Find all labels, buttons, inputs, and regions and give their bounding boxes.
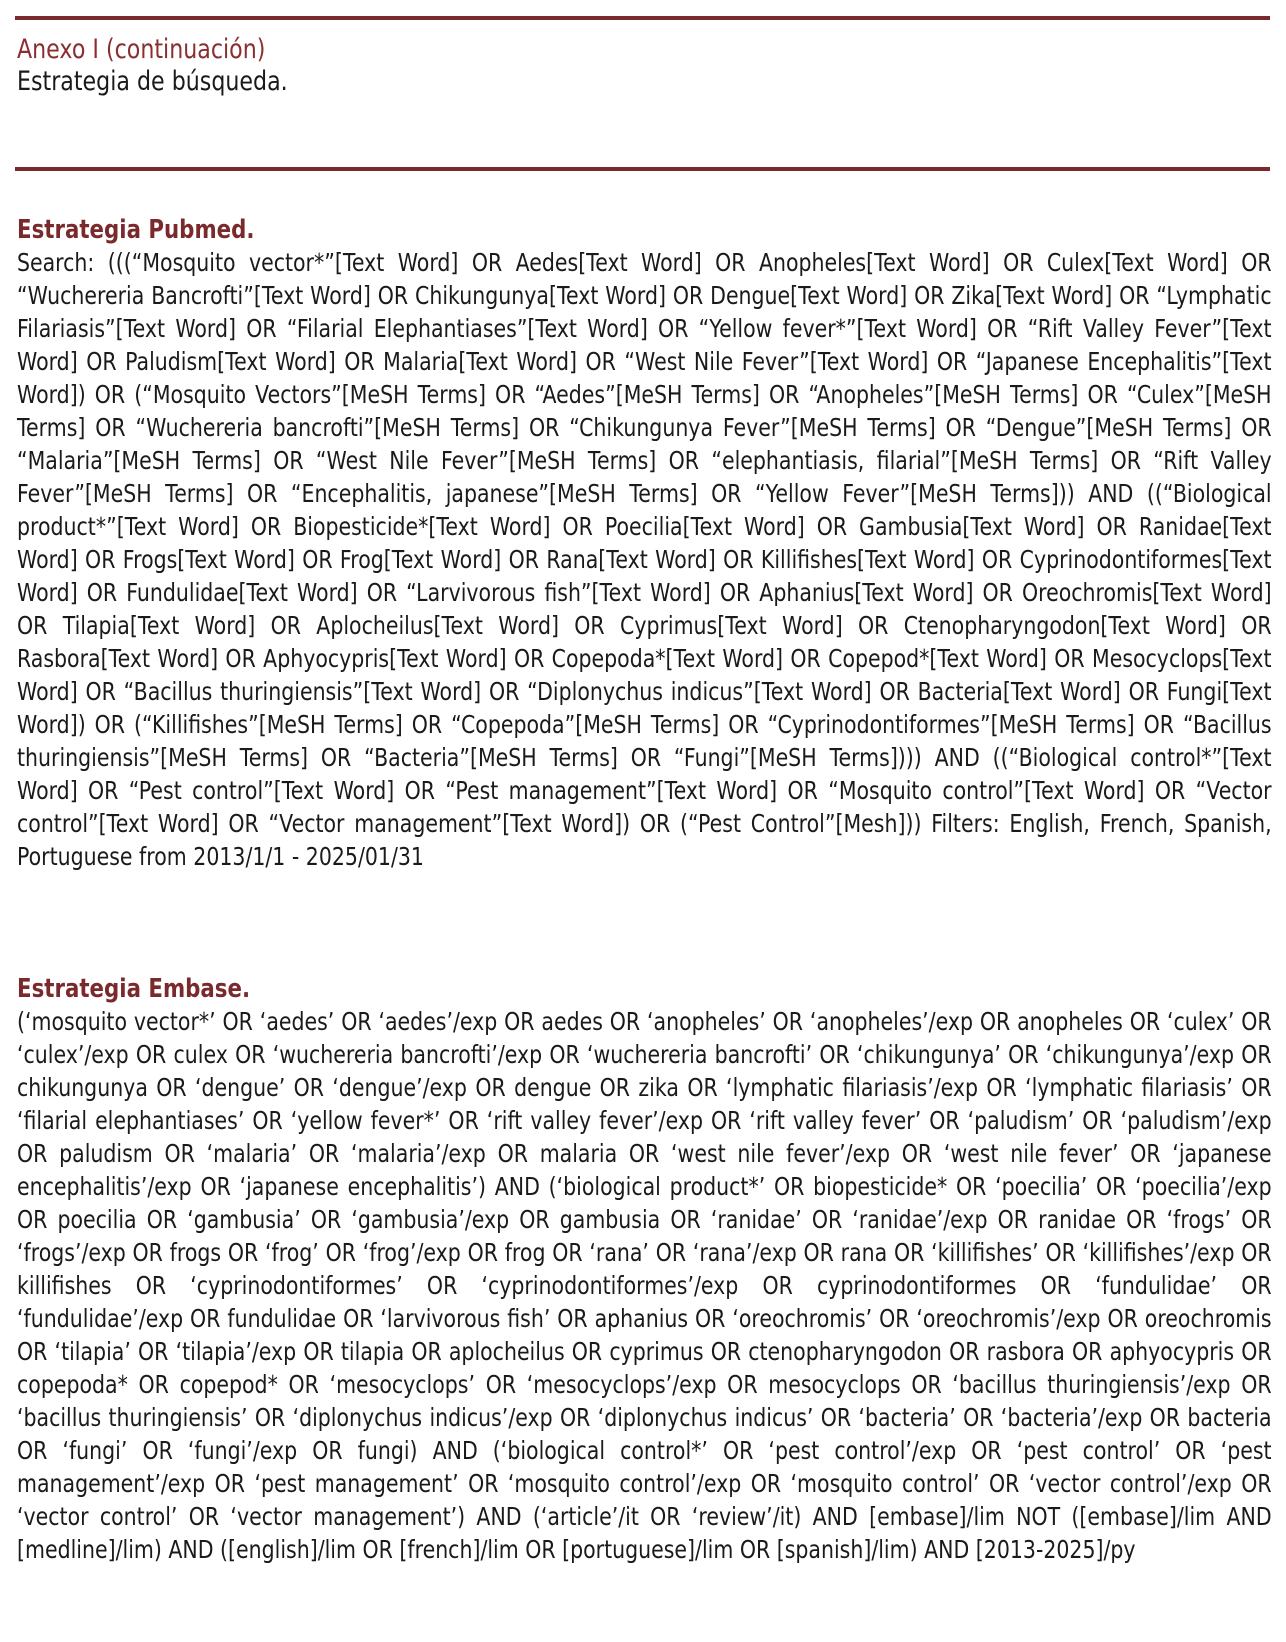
document-subtitle: Estrategia de búsqueda. xyxy=(17,66,288,97)
document-header xyxy=(17,34,1267,98)
header-bottom-rule xyxy=(15,167,1270,171)
embase-heading: Estrategia Embase. xyxy=(17,974,251,1004)
annex-label: Anexo I (continuación) xyxy=(17,34,266,65)
embase-section xyxy=(17,973,1271,1566)
embase-search-string: (‘mosquito vector*’ OR ‘aedes’ OR ‘aedes’/exp OR aedes OR ‘anopheles’ OR ‘anopheles’/exp OR anopheles OR ‘culex’ OR ‘culex’/exp OR culex OR ‘wuchereria bancrofti’/exp OR ‘wuchereria bancrofti’ OR ‘chikungunya’ OR ‘chikungunya’/exp OR chikungunya OR ‘dengue’ OR ‘dengue’/exp OR dengue OR zika OR ‘lymphatic filariasis’/exp OR ‘lymphatic filariasis’ OR ‘filarial elephantiases’ OR ‘yellow fever*’ OR ‘rift valley fever’/exp OR ‘rift valley fever’ OR ‘paludism’ OR ‘paludism’/exp OR paludism OR ‘malaria’ OR ‘malaria’/exp OR malaria OR ‘west nile fever’/exp OR ‘west nile fever’ OR ‘japanese encephalitis’/exp OR ‘japanese encephalitis’) AND (‘biological product*’ OR biopesticide* OR ‘poecilia’ OR ‘poecilia’/exp OR poecilia OR ‘gambusia’ OR ‘gambusia’/exp OR gambusia OR ‘ranidae’ OR ‘ranidae’/exp OR ranidae OR ‘frogs’ OR ‘frogs’/exp OR frogs OR ‘frog’ OR ‘frog’/exp OR frog OR ‘rana’ OR ‘rana’/exp OR rana OR ‘killifishes’ OR ‘killifishes’/exp OR killifishes OR ‘cyprinodontiformes’ OR ‘cyprinodontiformes’/exp OR cyprinodontiformes OR ‘fundulidae’ OR ‘fundulidae’/exp OR fundulidae OR ‘larvivorous fish’ OR aphanius OR ‘oreochromis’ OR ‘oreochromis’/exp OR oreochromis OR ‘tilapia’ OR ‘tilapia’/exp OR tilapia OR aplocheilus OR cyprimus OR ctenopharyngodon OR rasbora OR aphyocypris OR copepoda* OR copepod* OR ‘mesocyclops’ OR ‘mesocyclops’/exp OR mesocyclops OR ‘bacillus thuringiensis’/exp OR ‘bacillus thuringiensis’ OR ‘diplonychus indicus’/exp OR ‘diplonychus indicus’ OR ‘bacteria’ OR ‘bacteria’/exp OR bacteria OR ‘fungi’ OR ‘fungi’/exp OR fungi) AND (‘biological control*’ OR ‘pest control’/exp OR ‘pest control’ OR ‘pest management’/exp OR ‘pest management’ OR ‘mosquito control’/exp OR ‘mosquito control’ OR ‘vector control’/exp OR ‘vector control’ OR ‘vector management’) AND (‘article’/it OR ‘review’/it) AND [embase]/lim NOT ([embase]/lim AND [medline]/lim) AND ([english]/lim OR [french]/lim OR [portuguese]/lim OR [spanish]/lim) AND [2013-2025]/py xyxy=(17,1007,1272,1564)
pubmed-section xyxy=(17,214,1271,873)
pubmed-search-string: Search: (((“Mosquito vector*”[Text Word] OR Aedes[Text Word] OR Anopheles[Text Word] OR Culex[Text Word] OR “Wuchereria Bancrofti”[Text Word] OR Chikungunya[Text Word] OR Dengue[Text Word] OR Zika[Text Word] OR “Lymphatic Filariasis”[Text Word] OR “Filarial Elephantiases”[Text Word] OR “Yellow fever*”[Text Word] OR “Rift Valley Fever”[Text Word] OR Paludism[Text Word] OR Malaria[Text Word] OR “West Nile Fever”[Text Word] OR “Japanese Encephalitis”[Text Word]) OR (“Mosquito Vectors”[MeSH Terms] OR “Aedes”[MeSH Terms] OR “Anopheles”[MeSH Terms] OR “Culex”[MeSH Terms] OR “Wuchereria bancrofti”[MeSH Terms] OR “Chikungunya Fever”[MeSH Terms] OR “Dengue”[MeSH Terms] OR “Malaria”[MeSH Terms] OR “West Nile Fever”[MeSH Terms] OR “elephantiasis, filarial”[MeSH Terms] OR “Rift Valley Fever”[MeSH Terms] OR “Encephalitis, japanese”[MeSH Terms] OR “Yellow Fever”[MeSH Terms])) AND ((“Biological product*”[Text Word] OR Biopesticide*[Text Word] OR Poecilia[Text Word] OR Gambusia[Text Word] OR Ranidae[Text Word] OR Frogs[Text Word] OR Frog[Text Word] OR Rana[Text Word] OR Killifishes[Text Word] OR Cyprinodontiformes[Text Word] OR Fundulidae[Text Word] OR “Larvivorous fish”[Text Word] OR Aphanius[Text Word] OR Oreochromis[Text Word] OR Tilapia[Text Word] OR Aplocheilus[Text Word] OR Cyprimus[Text Word] OR Ctenopharyngodon[Text Word] OR Rasbora[Text Word] OR Aphyocypris[Text Word] OR Copepoda*[Text Word] OR Copepod*[Text Word] OR Mesocyclops[Text Word] OR “Bacillus thuringiensis”[Text Word] OR “Diplonychus indicus”[Text Word] OR Bacteria[Text Word] OR Fungi[Text Word]) OR (“Killifishes”[MeSH Terms] OR “Copepoda”[MeSH Terms] OR “Cyprinodontiformes”[MeSH Terms] OR “Bacillus thuringiensis”[MeSH Terms] OR “Bacteria”[MeSH Terms] OR “Fungi”[MeSH Terms]))) AND ((“Biological control*”[Text Word] OR “Pest control”[Text Word] OR “Pest management”[Text Word] OR “Mosquito control”[Text Word] OR “Vector control”[Text Word] OR “Vector management”[Text Word]) OR (“Pest Control”[Mesh])) Filters: English, French, Spanish, Portuguese from 2013/1/1 - 2025/01/31 xyxy=(17,248,1272,871)
header-top-rule xyxy=(15,16,1270,20)
pubmed-heading: Estrategia Pubmed. xyxy=(17,215,255,245)
